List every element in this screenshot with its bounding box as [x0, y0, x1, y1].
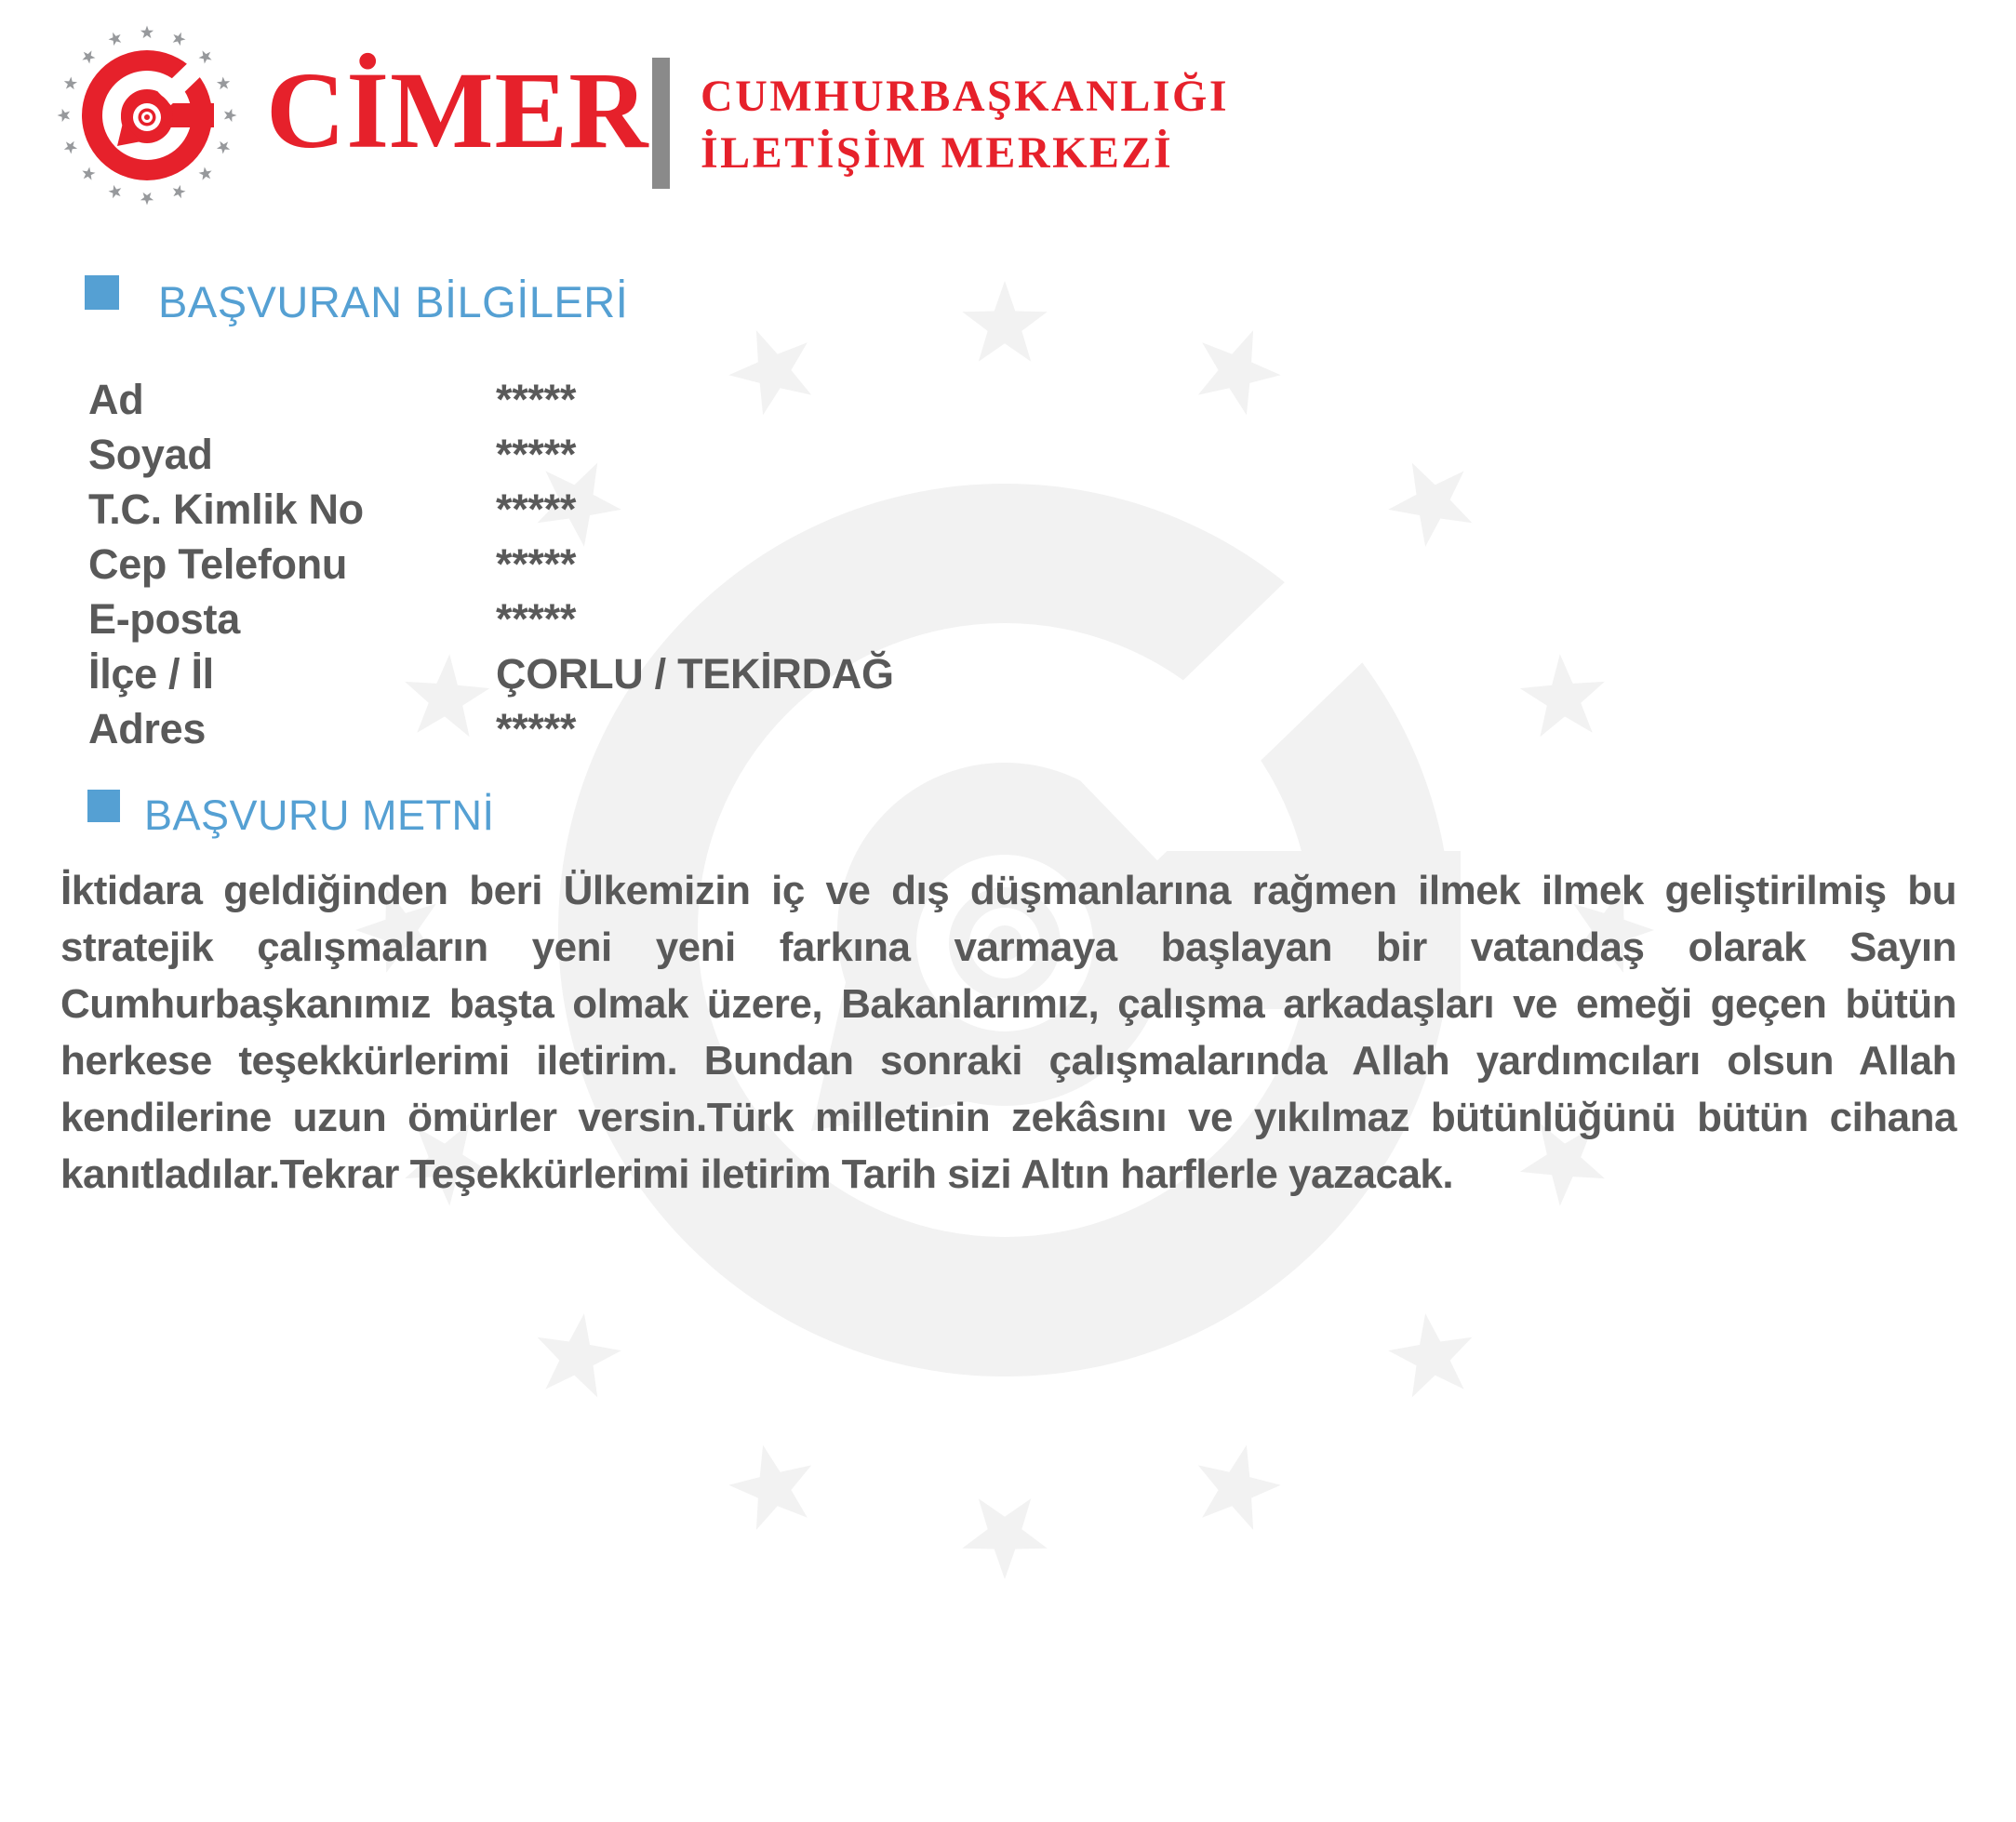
- field-value: ÇORLU / TEKİRDAĞ: [496, 650, 894, 698]
- field-label: Adres: [88, 705, 207, 752]
- star-icon: [1198, 1445, 1281, 1530]
- body-line: kendilerine uzun ömürler versin.Türk milletinin zekâsını ve yıkılmaz bütünlüğünü bütün cihana: [60, 1095, 1956, 1140]
- star-icon: [962, 281, 1047, 362]
- star-icon: [217, 141, 230, 154]
- applicant-fields: [88, 372, 1019, 756]
- star-icon: [217, 77, 230, 90]
- star-icon: [109, 185, 122, 198]
- body-line: kanıtladılar.Tekrar Teşekkürlerimi iletirim Tarih sizi Altın harflerle yazacak.: [60, 1151, 1454, 1197]
- section-bullet-icon: [87, 790, 120, 822]
- star-icon: [1198, 330, 1281, 415]
- org-title: [701, 68, 1229, 181]
- star-icon: [140, 193, 154, 206]
- field-row: [88, 372, 1019, 427]
- field-label: E-posta: [88, 595, 240, 643]
- application-section-title: BAŞVURU METNİ: [144, 791, 495, 839]
- star-icon: [173, 33, 186, 46]
- org-title-line1: CUMHURBAŞKANLIĞI: [701, 72, 1230, 121]
- star-icon: [82, 167, 95, 180]
- field-label: İlçe / İl: [88, 650, 214, 698]
- star-icon: [140, 26, 154, 39]
- field-value: *****: [496, 705, 577, 752]
- star-icon: [82, 50, 95, 63]
- field-row: [88, 537, 1019, 592]
- field-label: Soyad: [88, 431, 213, 478]
- star-icon: [58, 109, 71, 122]
- applicant-section-header: [85, 275, 629, 326]
- star-icon: [64, 141, 77, 154]
- star-icon: [1388, 1313, 1472, 1397]
- star-icon: [224, 109, 237, 122]
- star-icon: [109, 33, 122, 46]
- star-icon: [1388, 463, 1472, 547]
- application-body-text: [60, 862, 1956, 1203]
- field-row: [88, 646, 1019, 701]
- body-line: stratejik çalışmaların yeni yeni farkına varmaya başlayan bir vatandaş olarak Sayın: [60, 924, 1956, 970]
- body-line: Cumhurbaşkanımız başta olmak üzere, Bakanlarımız, çalışma arkadaşları ve emeği geçen bütün: [60, 981, 1956, 1027]
- field-row: [88, 592, 1019, 646]
- star-icon: [538, 1313, 621, 1397]
- header-divider: [652, 58, 670, 189]
- star-icon: [1520, 654, 1605, 737]
- body-line: herkese teşekkürlerimi iletirim. Bundan sonraki çalışmalarında Allah yardımcıları olsun Allah: [60, 1038, 1956, 1084]
- body-line: İktidara geldiğinden beri Ülkemizin iç ve dış düşmanlarına rağmen ilmek ilmek geliştirilmiş bu: [60, 868, 1956, 913]
- field-label: Cep Telefonu: [88, 540, 348, 588]
- star-icon: [64, 77, 77, 90]
- field-row: [88, 482, 1019, 537]
- field-row: [88, 427, 1019, 482]
- field-value: *****: [496, 540, 577, 588]
- brand-wordmark: CİMER: [266, 49, 649, 171]
- field-value: *****: [496, 595, 577, 643]
- field-label: Ad: [88, 376, 144, 423]
- applicant-section-title: BAŞVURAN BİLGİLERİ: [158, 277, 629, 326]
- field-label: T.C. Kimlik No: [88, 485, 364, 533]
- field-value: *****: [496, 431, 577, 478]
- field-row: [88, 701, 1019, 756]
- star-icon: [199, 50, 212, 63]
- logo-emblem-body: [82, 50, 214, 180]
- star-icon: [728, 1445, 811, 1530]
- cimer-emblem-icon: [45, 13, 249, 218]
- star-icon: [199, 167, 212, 180]
- star-icon: [173, 185, 186, 198]
- application-section-header: [87, 790, 495, 839]
- section-bullet-icon: [85, 275, 119, 310]
- star-icon: [962, 1498, 1047, 1579]
- field-value: *****: [496, 376, 577, 423]
- org-title-line2: İLETİŞİM MERKEZİ: [701, 128, 1174, 178]
- field-value: *****: [496, 485, 577, 533]
